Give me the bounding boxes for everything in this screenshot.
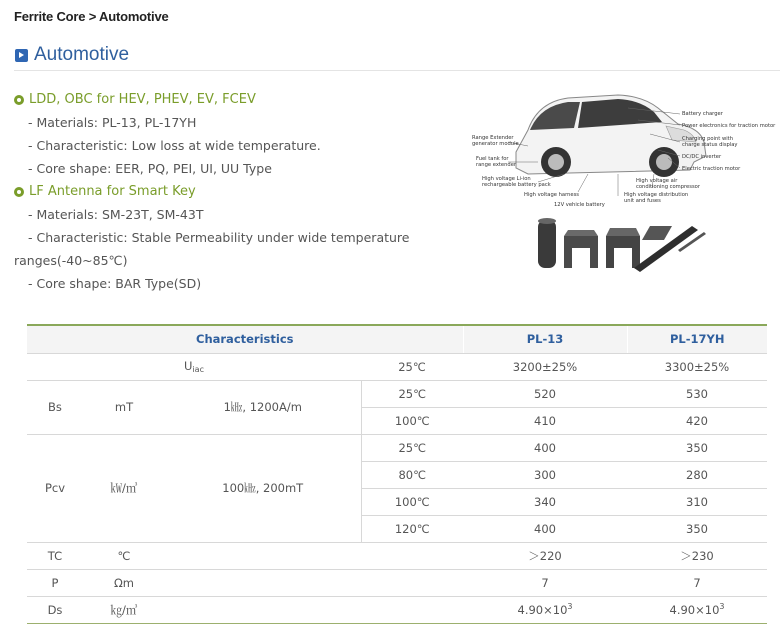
value-cell: 530 <box>627 380 767 407</box>
page-title <box>15 44 129 66</box>
param-condition: 1㎑, 1200A/m <box>165 380 361 434</box>
param-name: Ds <box>27 596 83 623</box>
value-cell: 7 <box>627 569 767 596</box>
illustration-label: High voltage Li-ion <box>482 176 531 182</box>
value-cell: 7 <box>463 569 627 596</box>
param-unit: mT <box>83 380 165 434</box>
feature-heading-antenna <box>14 180 484 203</box>
param-name: TC <box>27 542 83 569</box>
page-title-text: Automotive <box>34 44 130 65</box>
table-header-row <box>27 325 767 353</box>
temp-cell: 80℃ <box>361 461 463 488</box>
ds-value: 4.90×10 <box>669 603 720 617</box>
feature-line: - Characteristic: Low loss at wide temperature. <box>28 138 321 153</box>
value-cell: 350 <box>627 434 767 461</box>
param-unit: Ωm <box>83 569 165 596</box>
circle-bullet-icon <box>14 95 24 105</box>
ds-exponent: 3 <box>567 602 573 611</box>
param-name: Pcv <box>27 434 83 542</box>
value-cell: 3200±25% <box>463 353 627 380</box>
param-condition: 100㎑, 200mT <box>165 434 361 542</box>
param-unit: ℃ <box>83 542 165 569</box>
table-row <box>27 380 767 407</box>
table-row <box>27 596 767 623</box>
value-cell: 340 <box>463 488 627 515</box>
temp-cell: 25℃ <box>361 434 463 461</box>
param-name: P <box>27 569 83 596</box>
table-row <box>27 542 767 569</box>
temp-cell: 100℃ <box>361 488 463 515</box>
uiac-subscript: iac <box>192 365 204 374</box>
param-unit: ㎏/㎥ <box>83 596 165 623</box>
value-cell: 400 <box>463 434 627 461</box>
illustration-label: High voltage harness <box>524 192 579 198</box>
value-cell: 520 <box>463 380 627 407</box>
param-unit: ㎾/㎥ <box>83 434 165 542</box>
feature-line: - Core shape: EER, PQ, PEI, UI, UU Type <box>28 161 272 176</box>
illustration-label: Battery charger <box>682 111 723 117</box>
header-characteristics: Characteristics <box>27 325 463 353</box>
value-cell: 420 <box>627 407 767 434</box>
illustration-label: charge status display <box>682 142 738 148</box>
value-cell: ＞230 <box>627 542 767 569</box>
illustration-label: range extender <box>476 162 517 168</box>
breadcrumb: Ferrite Core > Automotive <box>14 9 169 24</box>
header-pl-13: PL-13 <box>463 325 627 353</box>
illustration-label: generator module <box>472 141 519 147</box>
value-cell: 300 <box>463 461 627 488</box>
value-cell: 400 <box>463 515 627 542</box>
characteristics-table <box>27 324 767 624</box>
param-name: Bs <box>27 380 83 434</box>
illustration-label: rechargeable battery pack <box>482 182 551 188</box>
car-ferrite-core-illustration <box>468 90 778 275</box>
feature-line-continued: ranges(-40~85℃) <box>14 253 128 268</box>
circle-bullet-icon <box>14 187 24 197</box>
ds-value: 4.90×10 <box>517 603 568 617</box>
table-row <box>27 569 767 596</box>
value-cell: 3300±25% <box>627 353 767 380</box>
illustration-label: DC/DC inverter <box>682 154 722 160</box>
feature-list <box>14 88 484 295</box>
value-cell: 410 <box>463 407 627 434</box>
illustration-label: Power electronics for traction motor <box>682 123 776 129</box>
header-pl-17yh: PL-17YH <box>627 325 767 353</box>
illustration-label: Charging point with <box>682 136 733 142</box>
illustration-label: Electric traction motor <box>682 166 741 172</box>
feature-heading-ldd <box>14 88 484 111</box>
uiac-symbol: U <box>184 359 193 373</box>
feature-line: - Core shape: BAR Type(SD) <box>28 276 202 291</box>
temp-cell: 120℃ <box>361 515 463 542</box>
illustration-label: conditioning compressor <box>636 184 700 190</box>
play-square-icon <box>15 49 28 62</box>
table-row <box>27 434 767 461</box>
ds-exponent: 3 <box>719 602 725 611</box>
illustration-label: 12V vehicle battery <box>554 202 605 208</box>
feature-line: - Materials: PL-13, PL-17YH <box>28 115 197 130</box>
value-cell: 310 <box>627 488 767 515</box>
value-cell: ＞220 <box>463 542 627 569</box>
temp-cell: 25℃ <box>361 353 463 380</box>
table-row <box>27 353 767 380</box>
feature-line: - Materials: SM-23T, SM-43T <box>28 207 204 222</box>
illustration-label: Fuel tank for <box>476 156 509 162</box>
illustration-label: unit and fuses <box>624 198 661 204</box>
value-cell <box>463 596 627 623</box>
value-cell: 280 <box>627 461 767 488</box>
title-divider <box>14 70 780 71</box>
value-cell: 350 <box>627 515 767 542</box>
feature-heading-text: LDD, OBC for HEV, PHEV, EV, FCEV <box>29 92 256 107</box>
illustration-label: High voltage distribution <box>624 192 689 198</box>
temp-cell: 100℃ <box>361 407 463 434</box>
illustration-label: High voltage air <box>636 178 678 184</box>
temp-cell: 25℃ <box>361 380 463 407</box>
value-cell <box>627 596 767 623</box>
uiac-label <box>27 353 361 380</box>
feature-line: - Characteristic: Stable Permeability under wide temperature <box>28 230 410 245</box>
illustration-label: Range Extender <box>472 135 514 141</box>
feature-heading-text: LF Antenna for Smart Key <box>29 184 196 199</box>
